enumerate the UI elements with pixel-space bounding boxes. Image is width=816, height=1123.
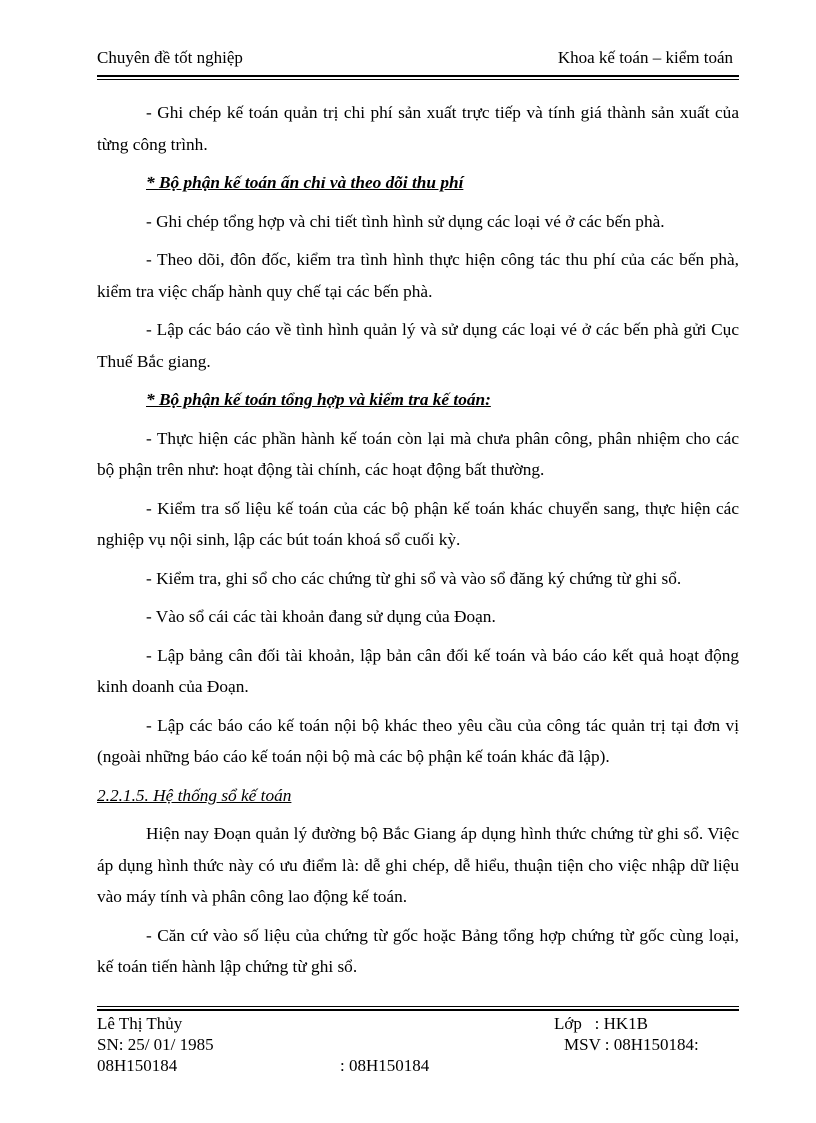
subsection-heading (97, 384, 739, 416)
heading-bullet: * (146, 173, 159, 192)
footer-author-name: Lê Thị Thủy (97, 1014, 183, 1033)
header-left-title: Chuyên đề tốt nghiệp (97, 48, 243, 67)
footer-rule-thin (97, 1006, 739, 1007)
heading-text: Bộ phận kế toán ấn chỉ và theo dõi thu phí (158, 173, 464, 192)
heading-bullet: * (146, 390, 159, 409)
header-right-title: Khoa kế toán – kiểm toán (557, 48, 733, 67)
footer-code-middle: : 08H150184 (340, 1056, 430, 1075)
heading-text: Bộ phận kế toán tổng hợp và kiểm tra kế toán: (158, 390, 491, 409)
footer-code-left: 08H150184 (97, 1056, 178, 1075)
header-rule-thin (97, 79, 739, 80)
footer-class: Lớp : HK1B (554, 1014, 648, 1033)
body-paragraph: - Ghi chép tổng hợp và chi tiết tình hình sử dụng các loại vé ở các bến phà. (146, 211, 665, 231)
section-heading: 2.2.1.5. Hệ thống sổ kế toán (97, 785, 292, 805)
body-paragraph: - Kiểm tra, ghi sổ cho các chứng từ ghi sổ và vào sổ đăng ký chứng từ ghi sổ. (146, 568, 682, 588)
body-paragraph: - Lập các báo cáo về tình hình quản lý và sử dụng các loại vé ở các bến phà gửi Cục Thuế Bắc giang. (97, 320, 739, 371)
footer-rule-thick (97, 1009, 739, 1011)
body-paragraph: - Theo dõi, đôn đốc, kiểm tra tình hình thực hiện công tác thu phí của các bến phà, kiểm tra việc chấp hành quy chế tại các bến phà. (97, 250, 739, 301)
body-paragraph: - Lập các báo cáo kế toán nội bộ khác theo yêu cầu của công tác quản trị tại đơn vị (ngoài những báo cáo kế toán nội bộ mà các bộ phận kế toán khác đã lập). (97, 715, 739, 766)
body-paragraph: - Ghi chép kế toán quản trị chi phí sản xuất trực tiếp và tính giá thành sản xuất của từng công trình. (97, 103, 739, 154)
body-paragraph: - Lập bảng cân đối tài khoản, lập bản cân đối kế toán và báo cáo kết quả hoạt động kinh doanh của Đoạn. (97, 645, 739, 696)
footer-student-id: MSV : 08H150184: (564, 1035, 699, 1054)
subsection-heading (97, 167, 739, 199)
body-paragraph: Hiện nay Đoạn quản lý đường bộ Bắc Giang áp dụng hình thức chứng từ ghi sổ. Việc áp dụng hình thức này có ưu điểm là: dễ ghi chép, dễ hiểu, thuận tiện cho việc nhập dữ liệu vào máy tính và phân công lao động kế toán. (97, 824, 739, 906)
document-body (97, 97, 739, 990)
body-paragraph: - Vào sổ cái các tài khoản đang sử dụng của Đoạn. (146, 607, 496, 626)
page-header (97, 48, 737, 72)
body-paragraph: - Thực hiện các phần hành kế toán còn lại mà chưa phân công, phân nhiệm cho các bộ phận trên như: hoạt động tài chính, các hoạt động bất thường. (97, 428, 739, 479)
body-paragraph: - Kiểm tra số liệu kế toán của các bộ phận kế toán khác chuyển sang, thực hiện các nghiệp vụ nội sinh, lập các bút toán khoá sổ cuối kỳ. (97, 498, 739, 549)
header-rule-thick (97, 75, 739, 77)
body-paragraph: - Căn cứ vào số liệu của chứng từ gốc hoặc Bảng tổng hợp chứng từ gốc cùng loại, kế toán tiến hành lập chứng từ ghi sổ. (97, 925, 739, 976)
footer-birth-date: SN: 25/ 01/ 1985 (97, 1035, 214, 1054)
page-footer (97, 1013, 739, 1076)
